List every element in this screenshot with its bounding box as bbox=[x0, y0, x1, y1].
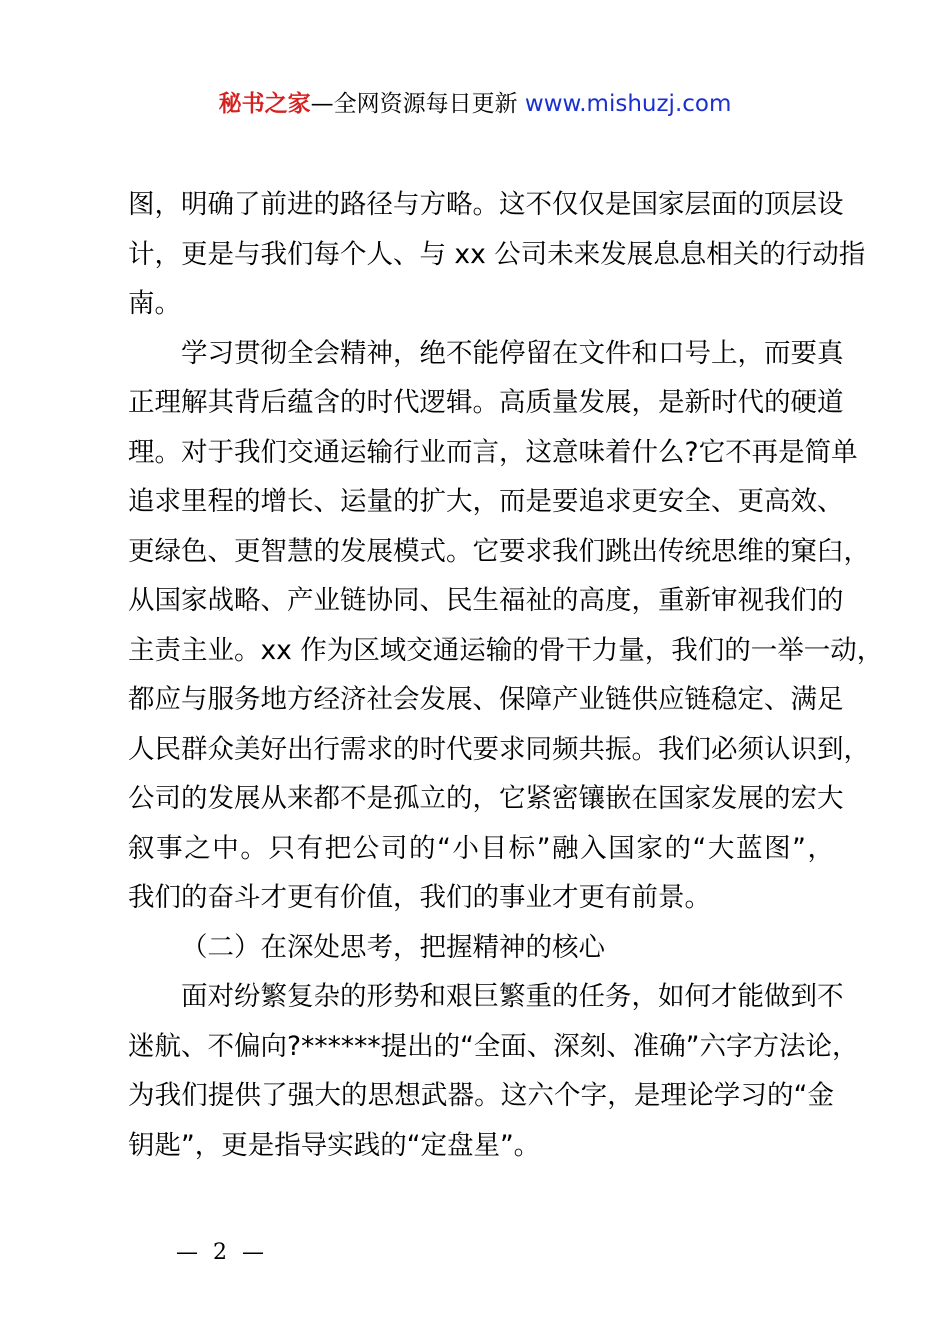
document-body bbox=[128, 180, 884, 1170]
text-line: 追求里程的增长、运量的扩大，而是要追求更安全、更高效、 bbox=[128, 486, 844, 517]
text-line: 计，更是与我们每个人、与 xx 公司未来发展息息相关的行动指 bbox=[128, 238, 866, 270]
section-heading: （二）在深处思考，把握精神的核心 bbox=[181, 931, 605, 963]
text-line: 南。 bbox=[128, 288, 181, 319]
text-line: 面对纷繁复杂的形势和艰巨繁重的任务，如何才能做到不 bbox=[181, 981, 844, 1012]
text-line: 叙事之中。只有把公司的“小目标”融入国家的“大蓝图”， bbox=[128, 832, 834, 864]
header-slogan: —全网资源每日更新 bbox=[310, 91, 525, 117]
text-line: 学习贯彻全会精神，绝不能停留在文件和口号上，而要真 bbox=[181, 337, 844, 369]
text-line: 公司的发展从来都不是孤立的，它紧密镶嵌在国家发展的宏大 bbox=[128, 783, 844, 814]
brand-name: 秘书之家 bbox=[218, 91, 311, 117]
text-line: 主责主业。xx 作为区域交通运输的骨干力量，我们的一举一动， bbox=[128, 634, 884, 666]
page-number: — 2 — bbox=[176, 1240, 268, 1265]
text-line: 理。对于我们交通运输行业而言，这意味着什么?它不再是简单 bbox=[128, 436, 858, 468]
text-line: 为我们提供了强大的思想武器。这六个字，是理论学习的“金 bbox=[128, 1080, 834, 1111]
site-header bbox=[0, 84, 950, 124]
text-line: 从国家战略、产业链协同、民生福祉的高度，重新审视我们的 bbox=[128, 585, 844, 616]
text-line: 我们的奋斗才更有价值，我们的事业才更有前景。 bbox=[128, 882, 711, 913]
text-line: 钥匙”，更是指导实践的“定盘星”。 bbox=[128, 1129, 541, 1161]
text-line: 人民群众美好出行需求的时代要求同频共振。我们必须认识到， bbox=[128, 733, 870, 765]
text-line: 都应与服务地方经济社会发展、保障产业链供应链稳定、满足 bbox=[128, 684, 844, 715]
text-line: 图，明确了前进的路径与方略。这不仅仅是国家层面的顶层设 bbox=[128, 189, 844, 220]
text-line: 迷航、不偏向?******提出的“全面、深刻、准确”六字方法论， bbox=[128, 1030, 859, 1062]
text-line: 正理解其背后蕴含的时代逻辑。高质量发展，是新时代的硬道 bbox=[128, 387, 844, 418]
site-url[interactable]: www.mishuzj.com bbox=[524, 91, 732, 117]
text-line: 更绿色、更智慧的发展模式。它要求我们跳出传统思维的窠臼， bbox=[128, 535, 870, 567]
